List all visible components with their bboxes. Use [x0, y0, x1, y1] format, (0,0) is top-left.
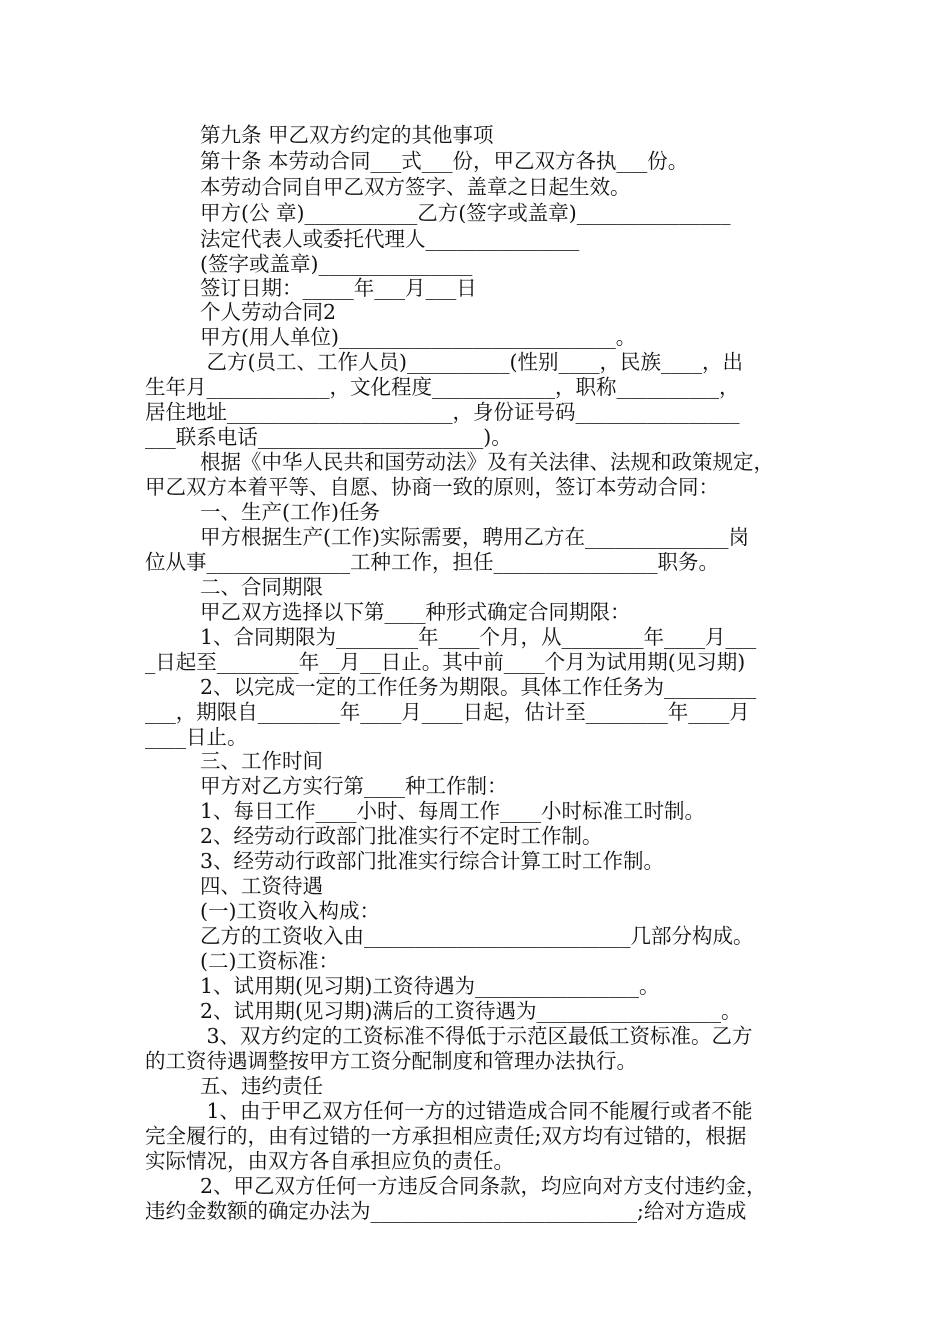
liability-1-line-2: 完全履行的，由有过错的一方承担相应责任;双方均有过错的，根据	[145, 1124, 747, 1148]
liability-2-line: 2、甲乙双方任何一方违反合同条款，均应向对方支付违约金，	[200, 1174, 767, 1198]
party-b-line-3: 居住地址______________________，身份证号码________________	[145, 400, 740, 424]
party-b-line-4: ___联系电话______________________)。	[145, 425, 512, 449]
party-a-line: 甲方(用人单位)___________________________。	[200, 325, 637, 349]
wage-structure-line: 乙方的工资收入由__________________________几部分构成。	[200, 924, 754, 948]
wage-standard-heading: (二)工资标准：	[200, 949, 339, 973]
heading-liability: 五、违约责任	[200, 1074, 323, 1098]
legal-rep-line: 法定代表人或委托代理人_______________	[200, 227, 580, 251]
heading-wages: 四、工资待遇	[200, 874, 323, 898]
heading-task: 一、生产(工作)任务	[200, 500, 380, 524]
wage-minimum-line: 3、双方约定的工资标准不得低于示范区最低工资标准。乙方	[200, 1024, 753, 1048]
party-b-line: 乙方(员工、工作人员)__________(性别____，民族____，出	[200, 350, 744, 374]
worktime-flexible-line: 2、经劳动行政部门批准实行不定时工作制。	[200, 824, 603, 848]
section-title-line: 个人劳动合同2	[200, 300, 337, 324]
worktime-standard-line: 1、每日工作____小时、每周工作____小时标准工时制。	[200, 799, 706, 823]
effective-line: 本劳动合同自甲乙双方签字、盖章之日起生效。	[200, 175, 631, 199]
term-fixed-line-2: _日起至________年__月__日止。其中前____个月为试用期(见习期)	[145, 650, 746, 674]
liability-2-line-2: 违约金数额的确定办法为__________________________;给对方造成	[145, 1199, 747, 1223]
heading-term: 二、合同期限	[200, 575, 323, 599]
basis-line: 根据《中华人民共和国劳动法》及有关法律、法规和政策规定，	[200, 450, 774, 474]
worktime-choice-line: 甲方对乙方实行第____种工作制：	[200, 774, 508, 798]
party-b-line-2: 生年月____________，文化程度____________，职称__________，	[145, 375, 740, 399]
clause-9-line: 第九条 甲乙双方约定的其他事项	[200, 123, 494, 147]
term-task-line-2: ___，期限自________年____月____日起，估计至________年____月	[145, 700, 750, 724]
term-task-line: 2、以完成一定的工作任务为期限。具体工作任务为_________	[200, 675, 757, 699]
wage-minimum-line-2: 的工资待遇调整按甲方工资分配制度和管理办法执行。	[145, 1049, 637, 1073]
liability-1-line-3: 实际情况，由双方各自承担应负的责任。	[145, 1149, 514, 1173]
term-task-line-3: ____日止。	[145, 725, 248, 749]
basis-line-2: 甲乙双方本着平等、自愿、协商一致的原则，签订本劳动合同：	[145, 475, 719, 499]
sign-seal-line: (签字或盖章)_______________	[200, 252, 473, 276]
term-choice-line: 甲乙双方选择以下第____种形式确定合同期限：	[200, 600, 631, 624]
heading-worktime: 三、工作时间	[200, 749, 323, 773]
worktime-comprehensive-line: 3、经劳动行政部门批准实行综合计算工时工作制。	[200, 849, 665, 873]
signature-parties-line: 甲方(公 章)___________乙方(签字或盖章)_______________	[200, 201, 731, 225]
task-line: 甲方根据生产(工作)实际需要，聘用乙方在______________岗	[200, 525, 749, 549]
task-line-2: 位从事______________工种工作，担任________________职务。	[145, 550, 719, 574]
liability-1-line: 1、由于甲乙双方任何一方的过错造成合同不能履行或者不能	[200, 1099, 753, 1123]
wage-after-probation-line: 2、试用期(见习期)满后的工资待遇为__________________。	[200, 999, 742, 1023]
sign-date-line: 签订日期：_____年___月___日	[200, 276, 477, 300]
wage-probation-line: 1、试用期(见习期)工资待遇为________________。	[200, 974, 660, 998]
wage-structure-heading: (一)工资收入构成：	[200, 899, 380, 923]
clause-10-line: 第十条 本劳动合同___式___份，甲乙双方各执___份。	[200, 149, 689, 173]
term-fixed-line: 1、合同期限为________年____个月，从________年____月___	[200, 625, 757, 649]
